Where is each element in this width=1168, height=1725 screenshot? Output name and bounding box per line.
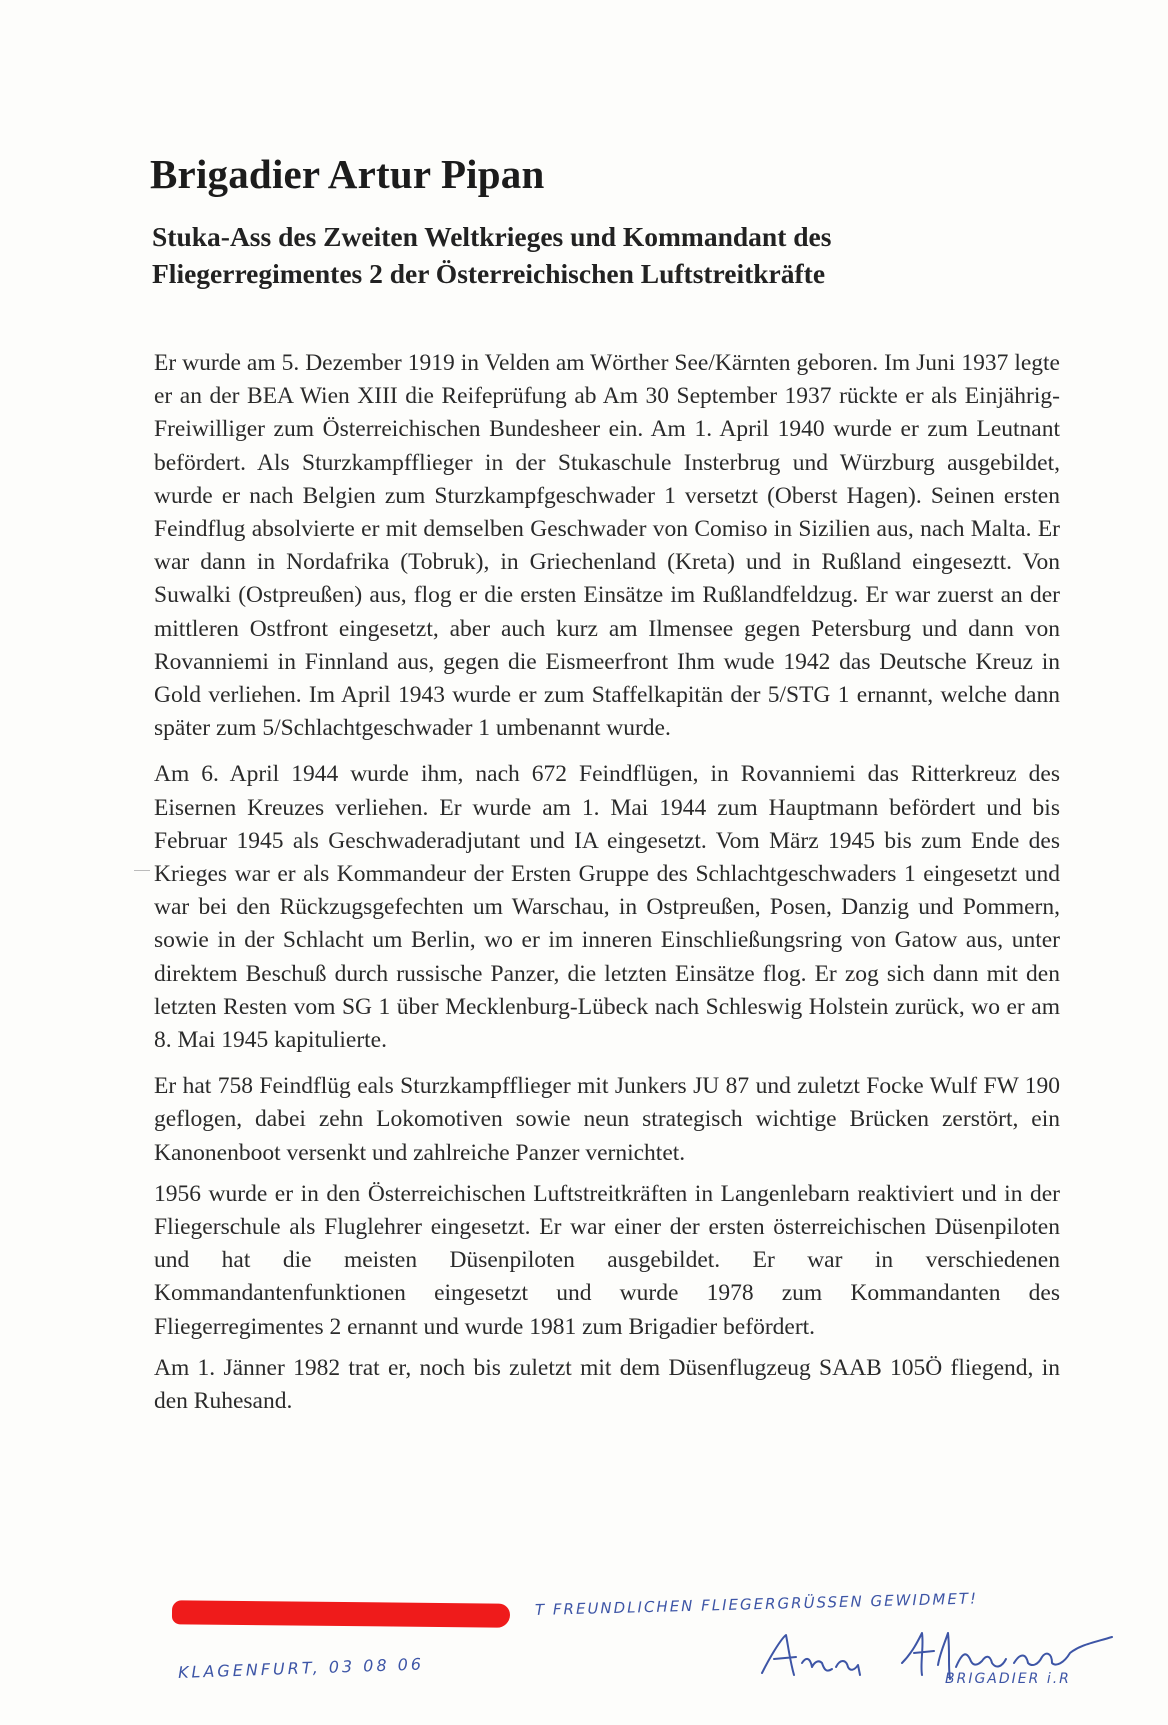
paragraph-birth-career: Er wurde am 5. Dezember 1919 in Velden am Wörther See/Kärnten geboren. Im Juni 1937 legte er an der BEA Wien XIII die Reifeprüfung ab Am 30 September 1937 rückte er als Einjährig-Freiwilliger zum Österreichischen Bundesheer ein. Am 1. April 1940 wurde er zum Leutnant befördert. Als Sturzkampfflieger in der Stukaschule Insterbrug und Würzburg ausgebildet, wurde er nach Belgien zum Sturzkampfgeschwader 1 versetzt (Oberst Hagen). Seinen ersten Feindflug absolvierte er mit demselben Geschwader von Comiso in Sizilien aus, nach Malta. Er war dann in Nordafrika (Tobruk), in Griechenland (Kreta) und in Rußland eingeseztt. Von Suwalki (Ostpreußen) aus, flog er die ersten Einsätze im Rußlandfeldzug. Er war zuerst an der mittleren Ostfront eingesetzt, aber auch kurz am Ilmensee gegen Petersburg und dann von Rovanniemi in Finnland aus, gegen die Eismeerfront Ihm wude 1942 das Deutsche Kreuz in Gold verliehen. Im April 1943 wurde er zum Staffelkapitän der 5/STG 1 ernannt, welche dann später zum 5/Schlachtgeschwader 1 umbenannt wurde.: [154, 350, 1060, 742]
document-body: [154, 347, 1060, 1431]
scan-mark: [134, 870, 150, 871]
subtitle-line-1: Stuka-Ass des Zweiten Weltkrieges und Kommandant des: [152, 221, 832, 252]
paragraph-postwar: 1956 wurde er in den Österreichischen Luftstreitkräften in Langenlebarn reaktiviert und in der Fliegerschule als Fluglehrer eingesetzt. Er war einer der ersten österreichischen Düsenpiloten und hat die meisten Düsenpiloten ausgebildet. Er war in verschiedenen Kommandantenfunktionen eingesetzt und wurde 1978 zum Kommandanten des Fliegerregimentes 2 ernannt und wurde 1981 zum Brigadier befördert.: [154, 1180, 1060, 1340]
subtitle-line-2: Fliegerregimentes 2 der Österreichischen Luftstreitkräfte: [152, 258, 826, 289]
paragraph-missions: Er hat 758 Feindflüg eals Sturzkampfflieger mit Junkers JU 87 und zuletzt Focke Wulf FW 190 geflogen, dabei zehn Lokomotiven sowie neun strategisch wichtige Brücken zerstört, ein Kanonenboot versenkt und zahlreiche Panzer vernichtet.: [154, 1073, 1060, 1166]
handwritten-dedication: T FREUNDLICHEN FLIEGERGRÜSSEN GEWIDMET!: [534, 1589, 979, 1619]
handwritten-place-date: KLAGENFURT, 03 08 06: [177, 1654, 425, 1682]
document-subtitle: [152, 218, 1052, 292]
handwritten-rank: BRIGADIER i.R: [945, 1671, 1071, 1687]
document-title: Brigadier Artur Pipan: [150, 151, 545, 197]
paragraph-retirement: Am 1. Jänner 1982 trat er, noch bis zuletzt mit dem Düsenflugzeug SAAB 105Ö fliegend, in den Ruhesand.: [154, 1354, 1060, 1415]
paragraph-knights-cross: Am 6. April 1944 wurde ihm, nach 672 Feindflügen, in Rovanniemi das Ritterkreuz des Eisernen Kreuzes verliehen. Er wurde am 1. Mai 1944 zum Hauptmann befördert und bis Februar 1945 als Geschwaderadjutant und IA eingesetzt. Vom März 1945 bis zum Ende des Krieges war er als Kommandeur der Ersten Gruppe des Schlachtgeschwaders 1 eingesetzt und war bei den Rückzugsgefechten um Warschau, in Ostpreußen, Posen, Danzig und Pommern, sowie in der Schlacht um Berlin, wo er im inneren Einschließungsring von Gatow aus, unter direktem Beschuß durch russische Panzer, die letzten Einsätze flog. Er zog sich dann mit den letzten Resten vom SG 1 über Mecklenburg-Lübeck nach Schleswig Holstein zurück, wo er am 8. Mai 1945 kapitulierte.: [154, 761, 1060, 1054]
redaction-bar: [172, 1600, 510, 1628]
